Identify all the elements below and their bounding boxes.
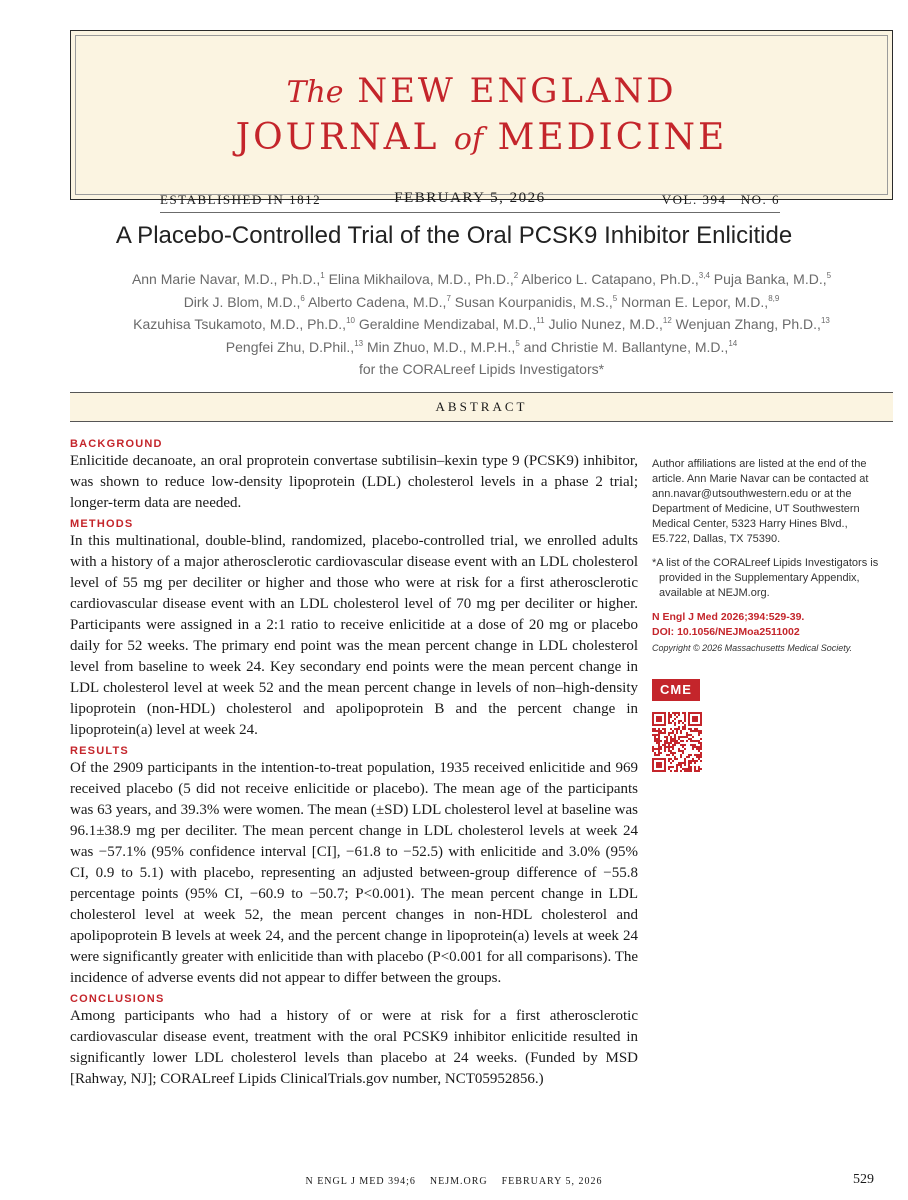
author-affiliation-marker: 13 [820,316,830,325]
author-affiliation-marker: 1 [320,271,325,280]
author-name: Ann Marie Navar, M.D., Ph.D.,$^1$ [131,271,325,287]
abstract-body [70,437,638,1093]
citation: N Engl J Med 2026;394:529-39. [652,611,805,623]
author-names [70,268,893,358]
masthead-inner-border [75,35,888,195]
author-list [70,268,893,381]
conclusions-text: Among participants who had a history of or were at risk for a first atherosclerotic cardiovascular disease event, treatment with the oral PCSK9 inhibitor enlicitide resulted in significantly lower LDL cholesterol levels than placebo at 24 weeks. (Funded by MSD [Rahway, NJ]; CORALreef Lipids ClinicalTrials.gov number, NCT05952856.) [70,1008,638,1087]
author-affiliation-marker: 12 [662,316,672,325]
author-affiliation-marker: 14 [728,338,738,348]
author-name: Pengfei Zhu, D.Phil.,$^{13}$ [225,338,364,355]
page-footer: N ENGL J MED 394;6 NEJM.ORG FEBRUARY 5, 2026 [305,1176,603,1187]
author-affiliation-marker: 10 [346,316,355,325]
copyright-notice: Copyright © 2026 Massachusetts Medical Society. [652,643,853,653]
author-name: Wenjuan Zhang, Ph.D.,$^{13}$ [675,316,830,332]
masthead-medicine: MEDICINE [497,117,728,158]
cme-badge[interactable]: CME [652,679,700,701]
issue-rule [160,212,780,213]
sidebar-notes [652,457,882,665]
masthead-the: The [286,75,344,110]
author-name: Puja Banka, M.D.,$^5$ [713,271,832,287]
masthead-line-1 [71,71,892,111]
methods-heading: METHODS [70,518,134,530]
affiliations-note: Author affiliations are listed at the end of the article. Ann Marie Navar can be contacted at ann.navar@utsouthwestern.edu or at the Department of Medicine, UT Southwestern Medical Center, 5323 Harry Hines Blvd., E5.722, Dallas, TX 75390. [652,458,869,545]
masthead-journal: JOURNAL [235,117,440,158]
author-name: Kazuhisa Tsukamoto, M.D., Ph.D.,$^{10}$ [133,316,355,332]
author-affiliation-marker: 8,9 [768,293,780,303]
author-affiliation-marker: 5 [515,338,520,348]
author-affiliation-marker: 7 [446,293,451,303]
author-affiliation-marker: 5 [612,293,618,303]
author-name: Alberto Cadena, M.D.,$^7$ [307,293,451,310]
author-name: Min Zhuo, M.D., M.P.H.,$^5$ [366,338,520,355]
masthead-new-england: NEW ENGLAND [357,71,677,111]
author-group: for the CORALreef Lipids Investigators* [358,361,605,377]
background-heading: BACKGROUND [70,438,163,450]
author-line [70,291,893,314]
author-affiliation-marker: 5 [826,271,832,280]
conclusions-heading: CONCLUSIONS [70,993,165,1005]
page-number: 529 [853,1172,874,1187]
author-affiliation-marker: 13 [354,338,364,348]
author-affiliation-marker: 11 [536,316,545,325]
results-heading: RESULTS [70,745,129,757]
abstract-heading-band [70,392,893,422]
results-text: Of the 2909 participants in the intention-to-treat population, 1935 received enlicitide and 969 received placebo (5 did not receive enlicitide or placebo). The mean age of the participants was 63 years, and 39.3% were women. The mean (±SD) LDL cholesterol level at baseline was 96.1±38.9 mg per deciliter. The mean percent change in LDL cholesterol levels at week 24 was −57.1% (95% confidence interval [CI], −61.8 to −52.5) with enlicitide and 3.0% (95% CI, 0.9 to 5.1) with placebo, representing an adjusted between-group difference of −55.8 percentage points (95% CI, −60.9 to −50.7; P<0.001). The mean percent change in LDL cholesterol level at week 52, the mean percent changes in non-HDL cholesterol and apolipoprotein B levels at week 24, and the percent change in lipoprotein(a) levels at week 24 were significantly greater with enlicitide than with placebo (P<0.001 for all comparisons). The incidence of adverse events did not appear to differ between the groups. [70,760,639,986]
author-name: Susan Kourpanidis, M.S.,$^5$ [454,293,618,310]
background-text: Enlicitide decanoate, an oral proprotein convertase subtilisin–kexin type 9 (PCSK9) inhibitor, was shown to reduce low-density lipoprotein (LDL) cholesterol levels in a phase 2 trial; longer-term data are needed. [70,453,638,511]
author-affiliation-marker: 6 [300,293,305,303]
abstract-heading: ABSTRACT [435,399,528,414]
methods-text: In this multinational, double-blind, randomized, placebo-controlled trial, we enrolled adults with a history of a major atherosclerotic cardiovascular disease event with an LDL cholesterol level of 55 mg per deciliter or higher and those who were at risk for a first atherosclerotic cardiovascular disease event with an LDL cholesterol level of 70 mg per deciliter or higher. Participants were assigned in a 2:1 ratio to receive enlicitide at a dose of 20 mg or placebo daily for 52 weeks. The primary end point was the mean percent change in LDL cholesterol level from baseline to week 24. Key secondary end points were the mean percent change in LDL cholesterol level at week 52 and the mean percent change in levels of non–high-density lipoprotein (non-HDL) cholesterol and apolipoprotein B and the percent change in lipoprotein(a) level at week 24. [70,533,638,738]
established-text: ESTABLISHED IN 1812 [160,192,322,207]
author-name: Geraldine Mendizabal, M.D.,$^{11}$ [358,316,545,332]
masthead-of: of [453,122,484,157]
author-affiliation-marker: 2 [513,271,519,280]
author-name: Dirk J. Blom, M.D.,$^6$ [183,293,305,310]
author-name: Alberico L. Catapano, Ph.D.,$^{3,4}$ [521,271,710,287]
investigators-note: *A list of the CORALreef Lipids Investigators is provided in the Supplementary Appendix, available at NEJM.org. [652,557,879,599]
issue-date: FEBRUARY 5, 2026 [394,190,546,206]
masthead-line-2 [71,117,892,158]
author-line [70,313,893,336]
author-name: Elina Mikhailova, M.D., Ph.D.,$^2$ [328,271,519,287]
qr-code-icon[interactable] [652,712,702,777]
author-line [70,268,893,291]
article-title: A Placebo-Controlled Trial of the Oral PCSK9 Inhibitor Enlicitide [115,222,793,249]
journal-masthead [70,30,893,200]
author-name: Julio Nunez, M.D.,$^{12}$ [548,316,672,332]
author-affiliation-marker: 3,4 [698,271,710,280]
author-name: and Christie M. Ballantyne, M.D.,$^{14}$ [523,338,738,355]
author-name: Norman E. Lepor, M.D.,$^{8,9}$ [621,293,780,310]
issue-bar [160,188,780,212]
doi-link[interactable]: DOI: 10.1056/NEJMoa2511002 [652,626,800,638]
author-line [70,336,893,359]
issue-volume: VOL. 394 NO. 6 [661,192,780,207]
